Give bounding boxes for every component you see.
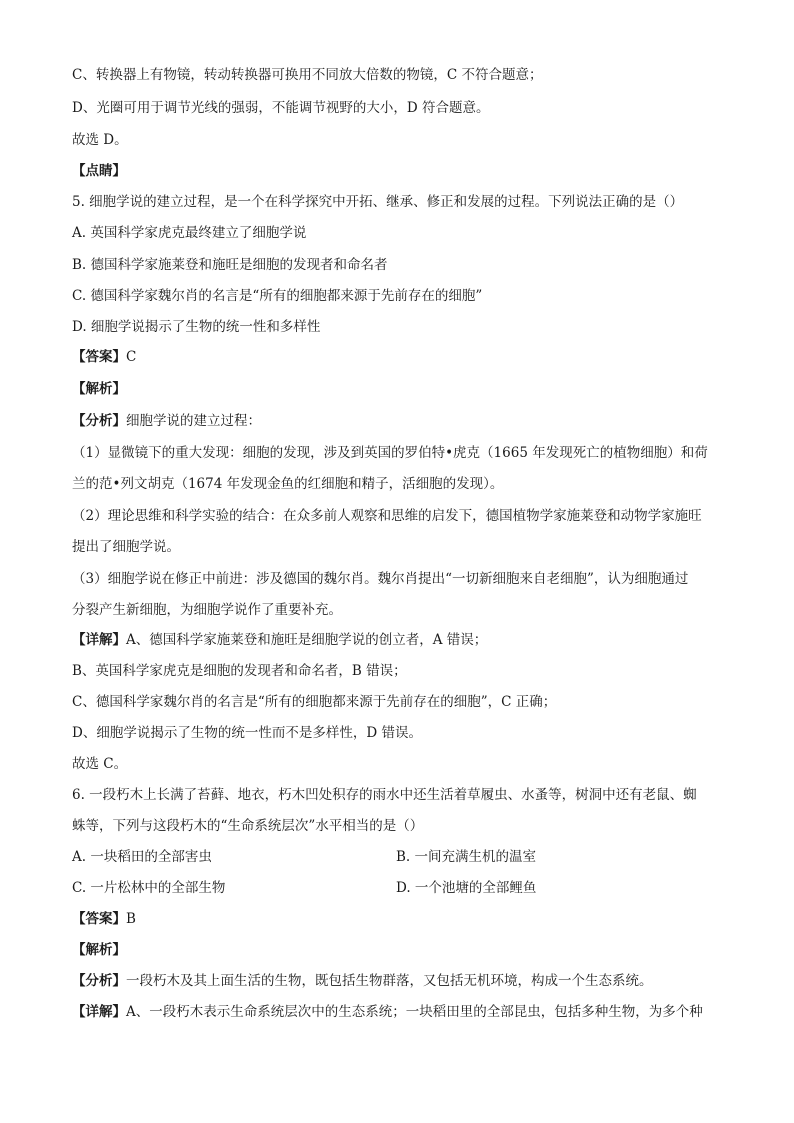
q4-final-choice: 故选 D。 <box>72 132 128 148</box>
q5-analysis <box>72 411 732 431</box>
q6-answer <box>72 909 732 929</box>
q5-point1-line1: （1）显微镜下的重大发现：细胞的发现，涉及到英国的罗伯特•虎克（1665 年发现死亡的植物细胞）和荷 <box>72 445 708 461</box>
q5-detail-a <box>72 630 732 650</box>
q6-analysis <box>72 971 732 991</box>
q5-option-d: D. 细胞学说揭示了生物的统一性和多样性 <box>72 319 321 335</box>
q5-xiangjie-tag: 【详解】 <box>72 632 126 648</box>
q5-point1-line2: 兰的范•列文胡克（1674 年发现金鱼的红细胞和精子，活细胞的发现）。 <box>72 476 504 492</box>
q4-dianjing-tag: 【点睛】 <box>72 163 126 179</box>
q5-stem: 5. 细胞学说的建立过程，是一个在科学探究中开拓、继承、修正和发展的过程。下列说法正确的是（） <box>72 194 684 210</box>
q6-stem-line2: 蛛等，下列与这段朽木的“生命系统层次”水平相当的是（） <box>72 818 424 834</box>
q6-option-d: D. 一个池塘的全部鲤鱼 <box>396 880 537 896</box>
q5-detail-a-text: A、德国科学家施莱登和施旺是细胞学说的创立者，A 错误； <box>126 632 488 648</box>
q5-answer <box>72 347 732 367</box>
q5-point3-line2: 分裂产生新细胞，为细胞学说作了重要补充。 <box>72 602 342 618</box>
q6-detail <box>72 1002 732 1022</box>
q6-xiangjie-tag: 【详解】 <box>72 1004 126 1020</box>
q6-jiexi-tag: 【解析】 <box>72 942 126 958</box>
q5-point2-line1: （2）理论思维和科学实验的结合：在众多前人观察和思维的启发下，德国植物学家施莱登和动物学家施旺 <box>72 508 702 524</box>
q5-answer-value: C <box>126 349 137 365</box>
q5-fenxi-text: 细胞学说的建立过程： <box>126 413 261 429</box>
q5-point2-line2: 提出了细胞学说。 <box>72 539 180 555</box>
q4-explanation-c: C、转换器上有物镜，转动转换器可换用不同放大倍数的物镜，C 不符合题意； <box>72 67 543 83</box>
q5-point3-line1: （3）细胞学说在修正中前进：涉及德国的魏尔肖。魏尔肖提出“一切新细胞来自老细胞”，认为细胞通过 <box>72 571 689 587</box>
q6-option-b: B. 一间充满生机的温室 <box>396 849 537 865</box>
q5-fenxi-tag: 【分析】 <box>72 413 126 429</box>
q6-detail-text: A、一段朽木表示生命系统层次中的生态系统；一块稻田里的全部昆虫，包括多种生物，为多个种 <box>126 1004 703 1020</box>
q5-final-choice: 故选 C。 <box>72 756 128 772</box>
q5-detail-b: B、英国科学家虎克是细胞的发现者和命名者，B 错误； <box>72 663 407 679</box>
q6-fenxi-tag: 【分析】 <box>72 973 126 989</box>
q5-option-c: C. 德国科学家魏尔肖的名言是“所有的细胞都来源于先前存在的细胞” <box>72 288 483 304</box>
q6-answer-value: B <box>126 911 136 927</box>
q5-option-a: A. 英国科学家虎克最终建立了细胞学说 <box>72 225 307 241</box>
q5-answer-tag: 【答案】 <box>72 349 126 365</box>
q5-option-b: B. 德国科学家施莱登和施旺是细胞的发现者和命名者 <box>72 257 388 273</box>
q6-option-c: C. 一片松林中的全部生物 <box>72 880 226 896</box>
q6-stem-line1: 6. 一段朽木上长满了苔藓、地衣，朽木凹处积存的雨水中还生活着草履虫、水蚤等，树洞中还有老鼠、蜘 <box>72 787 697 803</box>
q5-detail-d: D、细胞学说揭示了生物的统一性而不是多样性，D 错误。 <box>72 725 422 741</box>
q6-answer-tag: 【答案】 <box>72 911 126 927</box>
q4-explanation-d: D、光圈可用于调节光线的强弱，不能调节视野的大小，D 符合题意。 <box>72 100 490 116</box>
q6-option-a: A. 一块稻田的全部害虫 <box>72 849 212 865</box>
q6-fenxi-text: 一段朽木及其上面生活的生物，既包括生物群落，又包括无机环境，构成一个生态系统。 <box>126 973 653 989</box>
q5-jiexi-tag: 【解析】 <box>72 381 126 397</box>
q5-detail-c: C、德国科学家魏尔肖的名言是“所有的细胞都来源于先前存在的细胞”，C 正确； <box>72 694 557 710</box>
